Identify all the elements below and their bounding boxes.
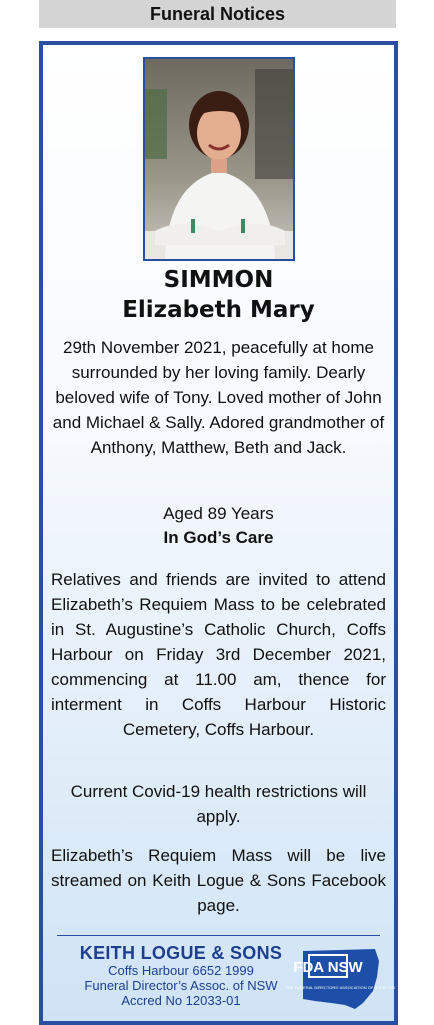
funeral-director-block: [59, 943, 303, 1008]
badge-caption: THE FUNERAL DIRECTORS' ASSOCIATION OF N.S.W. LTD.: [285, 985, 397, 990]
funeral-director-association: Funeral Director’s Assoc. of NSW: [84, 978, 278, 993]
covid-note: Current Covid-19 health restrictions will apply.: [70, 782, 367, 826]
portrait-photo: [143, 57, 295, 261]
funeral-notice: [39, 41, 398, 1025]
fda-nsw-logo: [285, 947, 397, 1011]
funeral-director-accreditation: Accred No 12033-01: [121, 993, 241, 1008]
service-details: Relatives and friends are invited to attend Elizabeth’s Requiem Mass to be celebrated in St. Augustine’s Catholic Church, Coffs Harbour on Friday 3rd December 2021, commencing at 11.00 am, thence for interment in Coffs Harbour Historic Cemetery, Coffs Harbour.: [51, 570, 386, 739]
section-title: Funeral Notices: [149, 3, 286, 24]
funeral-director-phone: Coffs Harbour 6652 1999: [108, 963, 254, 978]
portrait-image: [145, 59, 293, 259]
deceased-surname: SIMMON: [163, 267, 274, 293]
footer-divider: [57, 935, 380, 936]
age-text: Aged 89 Years: [163, 504, 274, 523]
funeral-director-name: KEITH LOGUE & SONS: [79, 943, 283, 963]
deceased-given-names: Elizabeth Mary: [122, 297, 315, 323]
death-announcement: 29th November 2021, peacefully at home surrounded by her loving family. Dearly beloved wife of Tony. Loved mother of John and Michael & Sally. Adored grandmother of Anthony, Matthew, Beth and Jack.: [52, 338, 385, 457]
livestream-note: Elizabeth’s Requiem Mass will be live streamed on Keith Logue & Sons Facebook page.: [51, 846, 386, 915]
badge-logo-text: FDA NSW: [293, 959, 363, 976]
section-header: [39, 0, 396, 28]
epitaph-text: In God’s Care: [163, 528, 274, 547]
